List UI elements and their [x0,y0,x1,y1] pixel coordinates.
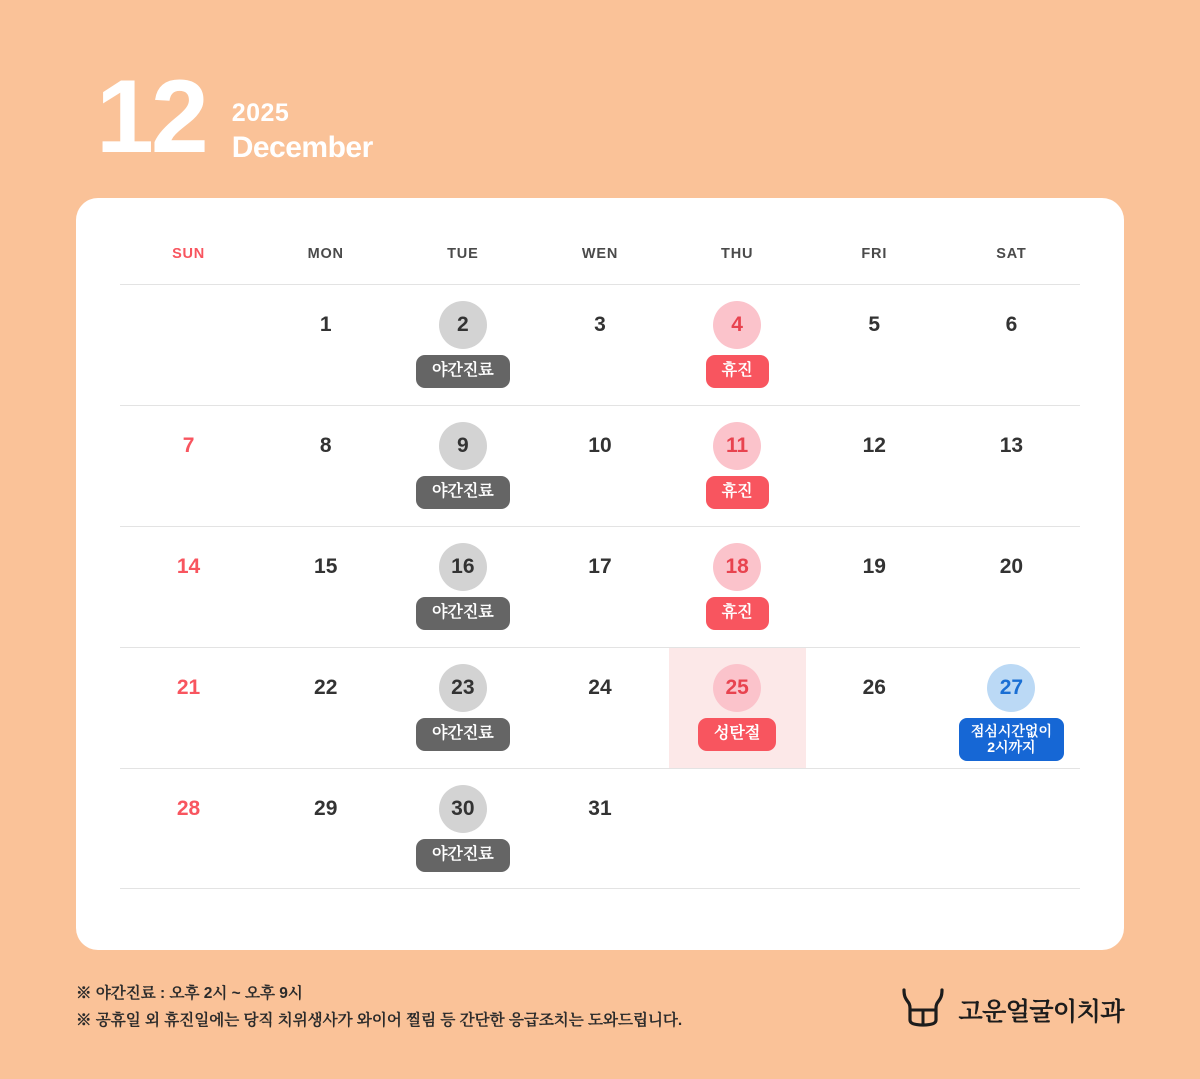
calendar-day-cell[interactable] [943,648,1080,768]
weekday-header-row [76,246,1124,262]
day-tag-night: 야간진료 [416,718,510,751]
weekday-wen: WEN [581,246,619,262]
month-name-label: December [231,131,373,165]
calendar-day-cell[interactable] [257,406,394,526]
day-tag-night: 야간진료 [416,839,510,872]
day-tag-night: 야간진료 [416,476,510,509]
calendar-day-cell[interactable] [669,648,806,768]
calendar-day-cell[interactable] [943,406,1080,526]
calendar-day-cell[interactable] [394,527,531,647]
weekday-thu: THU [721,246,754,262]
day-number: 13 [999,434,1024,457]
day-tag-blue: 점심시간없이 2시까지 [959,718,1064,761]
day-number: 29 [314,797,338,820]
calendar-day-cell[interactable] [394,769,531,888]
calendar-day-cell[interactable] [669,527,806,647]
day-number: 17 [588,555,612,578]
calendar-week-row [120,526,1080,647]
calendar-day-cell[interactable] [257,648,394,768]
day-number: 19 [862,555,886,578]
day-tag-xmas: 성탄절 [698,718,776,751]
day-number: 12 [862,434,886,457]
calendar-day-cell[interactable] [120,648,257,768]
calendar-day-cell[interactable] [669,285,806,405]
header-text-block [232,98,373,167]
calendar-day-cell[interactable] [257,527,394,647]
day-number: 28 [176,797,201,820]
day-number: 21 [176,676,201,699]
day-number: 20 [999,555,1024,578]
calendar-day-cell[interactable] [531,648,668,768]
day-number: 9 [439,422,487,470]
weekday-fri: FRI [861,246,888,262]
calendar-day-cell[interactable] [257,285,394,405]
day-number: 23 [439,664,487,712]
calendar-day-cell[interactable] [806,527,943,647]
day-number: 27 [987,664,1035,712]
day-number: 16 [439,543,487,591]
day-tag-night: 야간진료 [416,597,510,630]
day-number: 24 [588,676,612,699]
calendar-day-cell[interactable] [806,406,943,526]
footer-notes [76,980,682,1034]
calendar-footer [76,980,1124,1034]
clinic-logo-icon [900,986,946,1033]
footer-note-2: ※ 공휴일 외 휴진일에는 당직 치위생사가 와이어 찔림 등 간단한 응급조치는 도와드립니다. [76,1012,683,1030]
calendar-day-cell[interactable] [669,406,806,526]
weekday-sat: SAT [996,246,1027,262]
day-number: 8 [319,434,332,457]
calendar-day-cell[interactable] [257,769,394,888]
calendar-card [76,198,1124,950]
day-number: 4 [713,301,761,349]
footer-note-1: ※ 야간진료 : 오후 2시 ~ 오후 9시 [76,985,303,1002]
calendar-day-cell-empty [806,769,943,888]
calendar-week-row [120,405,1080,526]
calendar-day-cell[interactable] [531,406,668,526]
day-number: 2 [439,301,487,349]
calendar-day-cell[interactable] [394,648,531,768]
calendar-day-cell-empty [669,769,806,888]
day-number: 31 [588,797,612,820]
day-number: 6 [1005,313,1018,336]
day-number: 14 [176,555,201,578]
calendar-day-cell[interactable] [394,285,531,405]
day-tag-night: 야간진료 [416,355,510,388]
weekday-mon: MON [307,246,344,262]
day-number: 26 [862,676,886,699]
calendar-header [96,59,373,175]
clinic-name: 고운얼굴이치과 [958,997,1124,1026]
year-label: 2025 [231,99,290,127]
day-tag-closed: 휴진 [706,476,769,509]
day-number: 15 [314,555,338,578]
calendar-day-cell-empty [943,769,1080,888]
day-tag-closed: 휴진 [706,355,769,388]
calendar-day-cell[interactable] [943,527,1080,647]
calendar-grid [76,284,1124,889]
day-number: 22 [314,676,338,699]
calendar-day-cell[interactable] [806,648,943,768]
calendar-day-cell[interactable] [531,285,668,405]
calendar-day-cell[interactable] [120,406,257,526]
calendar-day-cell[interactable] [120,527,257,647]
day-number: 18 [713,543,761,591]
day-number: 10 [588,434,612,457]
day-number: 1 [319,313,332,336]
month-number: 12 [96,59,206,175]
brand-block [900,986,1124,1033]
calendar-day-cell[interactable] [943,285,1080,405]
weekday-tue: TUE [447,246,479,262]
calendar-day-cell[interactable] [394,406,531,526]
day-number: 5 [868,313,881,336]
calendar-week-row [120,647,1080,768]
day-number: 3 [594,313,606,336]
calendar-day-cell-empty [120,285,257,405]
day-tag-closed: 휴진 [706,597,769,630]
calendar-week-row [120,768,1080,889]
day-number: 7 [182,434,195,457]
calendar-day-cell[interactable] [120,769,257,888]
weekday-sun: SUN [172,246,206,262]
calendar-day-cell[interactable] [531,769,668,888]
calendar-day-cell[interactable] [806,285,943,405]
day-number: 11 [713,422,761,470]
day-number: 25 [713,664,761,712]
calendar-day-cell[interactable] [531,527,668,647]
calendar-week-row [120,284,1080,405]
day-number: 30 [439,785,487,833]
